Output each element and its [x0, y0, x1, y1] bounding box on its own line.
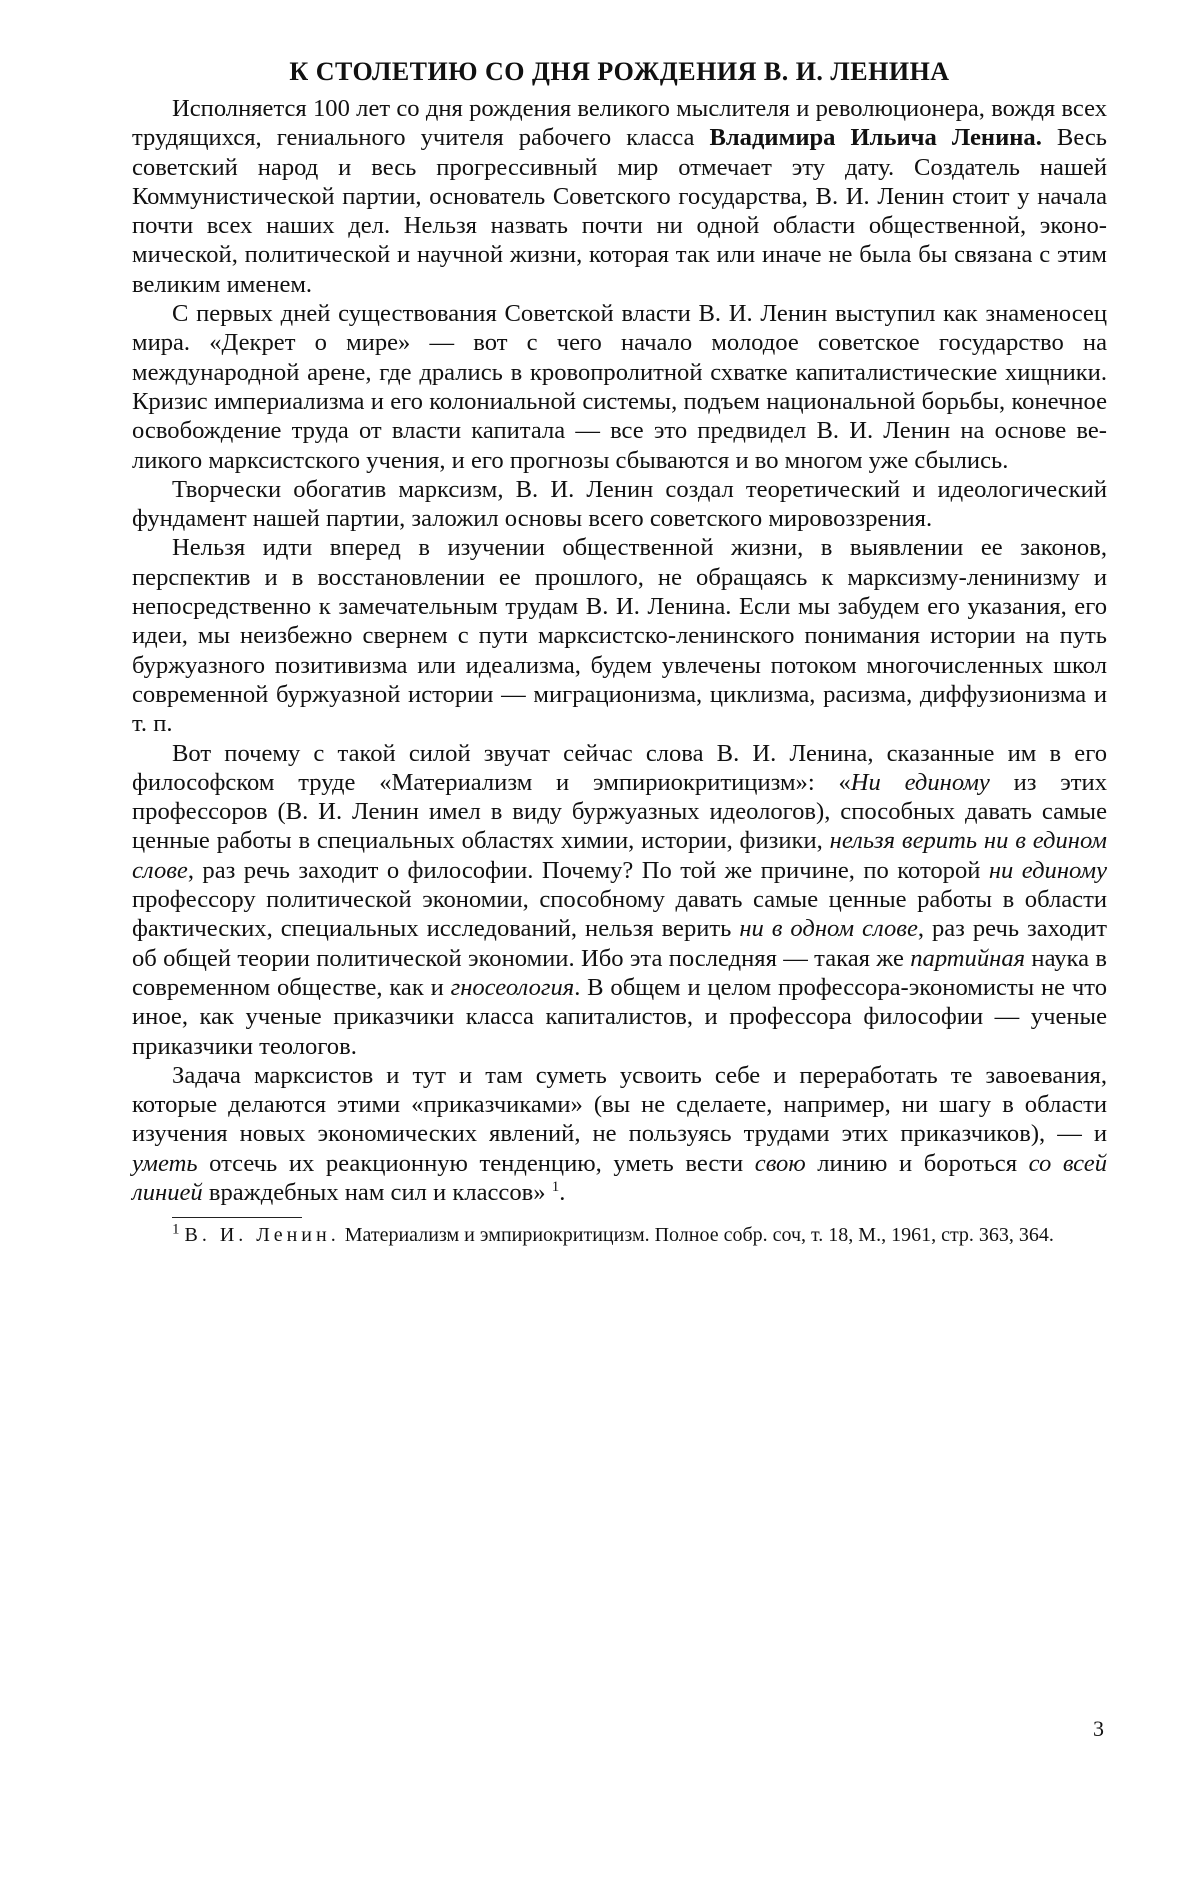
italic-emphasis: ни единому — [988, 856, 1107, 884]
italic-emphasis: партийная — [910, 944, 1026, 972]
italic-emphasis: нельзя верить ни в едином слове — [132, 827, 1108, 884]
quote-text: Задача марксистов и тут и там суметь усвоить себе и переработать те завоевания, которые делаются этими «приказчиками» (вы не сделаете, например, ни шагу в области изучения новых экономических явлений, не пользуясь трудами этих приказчиков), — и — [132, 1061, 1107, 1148]
quote-text: Вот почему с такой силой звучат сейчас слова В. И. Ленина, сказанные им в его философском труде «Материализм и эмпириокритицизм»: « — [132, 739, 1107, 796]
quote-text: , раз речь заходит о философии. Почему? По той же причине, по которой — [187, 856, 989, 884]
footnote-mark: 1 — [172, 1221, 180, 1238]
footnote-author: В. И. Ленин. — [184, 1224, 340, 1247]
paragraph-text: Весь советский народ и весь прогрессивный мир отмечает эту дату. Создатель нашей Коммунистической партии, основатель Советского государства, В. И. Ленин стоит у начала почти всех наших дел. Нельзя назвать почти ни одной области общественной, экономической, политической и научной жизни, которая так или иначе не была бы связана с этим великим именем. — [132, 124, 1107, 298]
quote-text: из этих профессоров (В. И. Ленин имел в виду буржуазных идеологов), способных давать самые ценные работы в специальных областях химии, истории, физики, — [132, 768, 1108, 855]
page-title: К СТОЛЕТИЮ СО ДНЯ РОЖДЕНИЯ В. И. ЛЕНИНА — [289, 57, 950, 86]
footnote — [132, 1223, 1107, 1248]
footnote-text: Материализм и эмпириокритицизм. Полное собр. соч, т. 18, М., 1961, стр. 363, 364. — [339, 1224, 1054, 1247]
paragraph-4: Нельзя идти вперед в изучении общественной жизни, в выявлении ее законов, перспектив и в восстановлении ее прошлого, не обращаясь к марксизму-ленинизму и непосредственно к замечательным трудам В. И. Ленина. Если мы забудем его указания, его идеи, мы неизбежно свернем с пути марксистско-ленинского понимания истории на путь буржуазного позитивизма или идеализма, будем увлечены потоком многочисленных школ современной буржуазной истории — миграционизма, циклизма, расизма, диффузионизма и т. п. — [132, 534, 1107, 738]
footnote-divider — [172, 1217, 302, 1218]
italic-emphasis: Ни единому — [850, 768, 990, 796]
paragraph-2: С первых дней существования Советской власти В. И. Ленин выступил как знаменосец мира. «Декрет о мире» — вот с чего начало молодое советское государство на международной арене, где дрались в кровопролитной схватке капиталистические хищники. Кризис империализма и его колониальной системы, подъем национальной борьбы, конечное освобождение труда от власти капитала — все это предвидел В. И. Ленин на основе великого марксистского учения, и его прогнозы сбываются и во многом уже сбылись. — [132, 300, 1107, 474]
italic-emphasis: свою — [754, 1149, 806, 1177]
paragraph-text: Исполняется 100 лет со дня рождения великого мыслителя и революционера, вождя всех трудящихся, гениального учителя рабочего класса — [132, 95, 1107, 152]
italic-emphasis: гносеология — [450, 973, 575, 1001]
document-page — [132, 55, 1107, 1248]
italic-emphasis: уметь — [132, 1149, 198, 1177]
bold-name: Владимира Ильича Ленина. — [709, 124, 1042, 152]
paragraph-6 — [132, 1061, 1107, 1207]
paragraph-5 — [132, 739, 1107, 1061]
quote-text: , раз речь заходит об общей теории политической экономии. Ибо эта последняя — такая же — [132, 915, 1107, 972]
quote-text: линию и бороться — [805, 1149, 1029, 1177]
quote-text: наука в современном обществе, как и — [132, 944, 1107, 1001]
quote-text: отсечь их реакционную тенденцию, уметь вести — [197, 1149, 755, 1177]
footnote-reference[interactable]: 1 — [551, 1178, 560, 1195]
page-number: 3 — [1093, 1716, 1104, 1741]
paragraph-1 — [132, 94, 1107, 299]
quote-end: . — [559, 1178, 566, 1206]
quote-text: профессору политической экономии, способному давать самые ценные работы в области фактических, специальных исследований, нельзя верить — [132, 886, 1107, 943]
italic-emphasis: ни в одном слове — [739, 915, 918, 943]
paragraph-3: Творчески обогатив марксизм, В. И. Ленин создал теоретический и идеологический фундамент нашей партии, заложил основы всего советского мировоззрения. — [132, 475, 1107, 533]
italic-emphasis: со всей линией — [132, 1149, 1107, 1206]
quote-text: . В общем и целом профессора-экономисты не что иное, как ученые приказчики класса капиталистов, и профессора философии — ученые приказчики теологов. — [132, 973, 1107, 1060]
quote-text: враждебных нам сил и классов» — [202, 1178, 552, 1206]
